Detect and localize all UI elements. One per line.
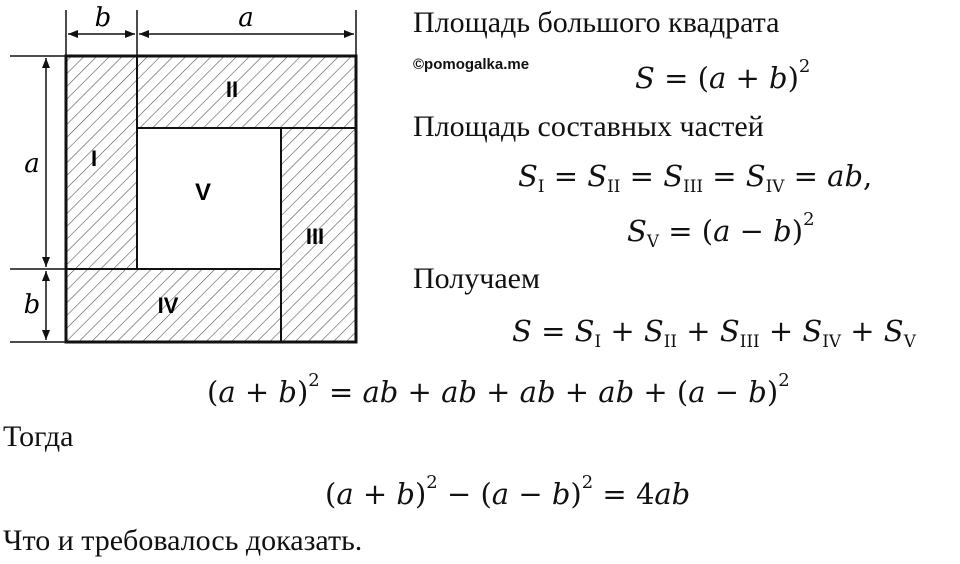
formula-result: $(a + b)^2 - (a - b)^2 = 4ab$: [325, 472, 691, 512]
region-III: III: [305, 224, 325, 249]
formula-parts-area: $S_I = S_{II} = S_{III} = S_{IV}$ = ab,: [518, 159, 873, 196]
formula-sum-of-parts: $S = S_I + S_{II} + S_{III} + S_{IV} + S_V$: [512, 314, 916, 351]
formula-inner-area: $S_V = (a - b)^2$: [627, 209, 815, 252]
then-label: Тогда: [3, 420, 74, 453]
conclusion: Что и требовалось доказать.: [3, 524, 363, 557]
watermark: ©pomogalka.me: [413, 56, 530, 73]
dim-a-top: a: [238, 3, 254, 33]
region-II: II: [225, 77, 239, 102]
dim-a-left: a: [24, 149, 40, 179]
region-I: I: [90, 146, 98, 171]
region-V: V: [194, 179, 212, 206]
parts-heading: Площадь составных частей: [413, 110, 764, 143]
formula-big-square: $S = (a + b)^2$: [635, 56, 811, 96]
dim-b-left: b: [23, 290, 41, 320]
we-get-label: Получаем: [413, 262, 540, 295]
region-IV: IV: [157, 293, 179, 318]
dim-b-top: b: [94, 3, 112, 33]
formula-expansion: $(a + b)^2$ = ab + ab + ab + ab + $(a - b)^2$: [207, 370, 790, 410]
square-diagram: [0, 0, 400, 360]
big-square-heading: Площадь большого квадрата: [413, 6, 780, 39]
